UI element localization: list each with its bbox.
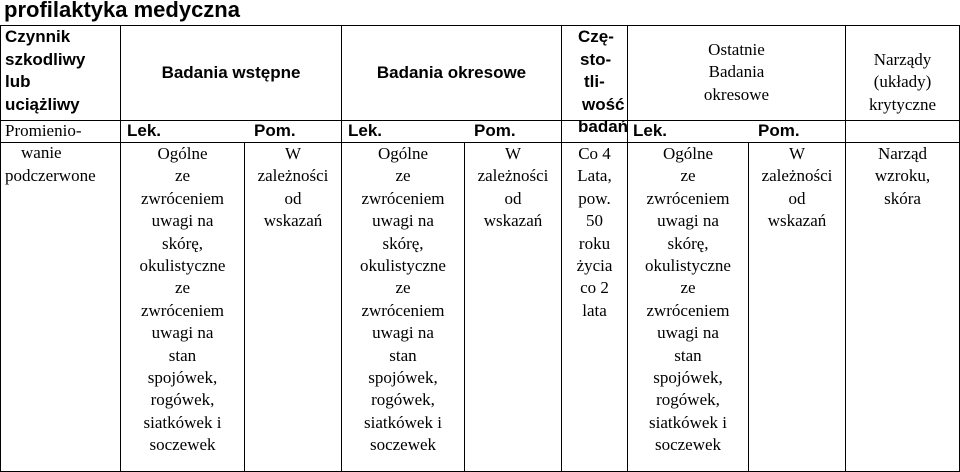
subheader-final-doctor: Lek. [633, 121, 668, 140]
header-periodic-exams: Badania okresowe [376, 63, 527, 82]
cell-factor: Promienio- wanie podczerwone [5, 121, 96, 185]
header-critical-organs: Narządy (układy) krytyczne [868, 50, 937, 114]
cell-final-other: W zależności od wskazań [761, 144, 833, 231]
header-final-exams: Ostatnie Badania okresowe [703, 40, 770, 104]
subheader-initial-other: Pom. [254, 121, 296, 140]
page-title: profilaktyka medyczna [4, 0, 240, 22]
subheader-final-other: Pom. [758, 121, 800, 140]
subheader-initial-doctor: Lek. [127, 121, 162, 140]
subheader-periodic-other: Pom. [474, 121, 516, 140]
cell-critical-organs: Narząd wzroku, skóra [874, 144, 931, 208]
column-border-left [0, 25, 1, 472]
header-frequency: Czę- sto- tli- wość badań [578, 27, 629, 136]
cell-periodic-doctor: Ogólne ze zwróceniem uwagi na skórę, okulistyczne ze zwróceniem uwagi na stan spojówek, rogówek, siatkówek i soczewek [360, 144, 446, 455]
cell-final-doctor: Ogólne ze zwróceniem uwagi na skórę, okulistyczne ze zwróceniem uwagi na stan spojówek, rogówek, siatkówek i soczewek [645, 144, 731, 455]
subheader-periodic-doctor: Lek. [348, 121, 383, 140]
cell-initial-doctor: Ogólne ze zwróceniem uwagi na skórę, okulistyczne ze zwróceniem uwagi na stan spojówek, rogówek, siatkówek i soczewek [139, 144, 226, 455]
header-initial-exams: Badania wstępne [161, 63, 301, 82]
cell-frequency: Co 4 Lata, pow. 50 roku życia co 2 lata [576, 144, 613, 320]
cell-periodic-other: W zależności od wskazań [477, 144, 549, 231]
header-factor: Czynnik szkodliwy lub uciążliwy [5, 27, 86, 114]
table-border-top [0, 25, 960, 26]
cell-initial-other: W zależności od wskazań [257, 144, 329, 231]
